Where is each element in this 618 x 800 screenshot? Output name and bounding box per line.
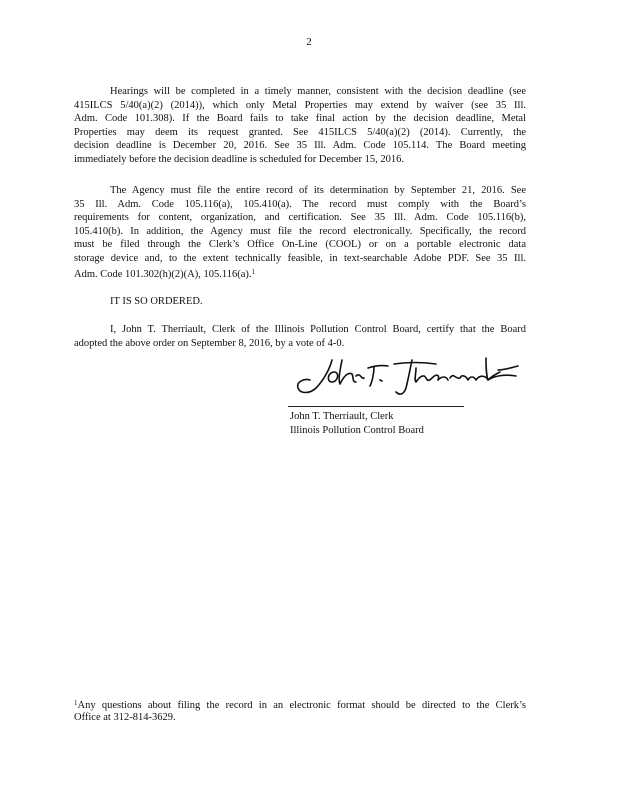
signature-line [288, 406, 464, 407]
text-line: Hearings will be completed in a timely manner, consistent with the decision deadline (see [110, 86, 526, 97]
text-line: adopted the above order on September 8, 2016, by a vote of 4-0. [74, 337, 345, 349]
footnote-reference: 1 [251, 267, 255, 276]
text-line: 35 Ill. Adm. Code 105.116(a), 105.410(a). The record must comply with the Board’s [74, 198, 526, 210]
text-line: must be filed through the Clerk’s Office On-Line (COOL) or on a portable electronic data [74, 239, 526, 251]
text-line: Adm. Code 101.308). If the Board fails to take final action by the decision deadline, Metal [74, 113, 526, 125]
page-number: 2 [306, 36, 312, 48]
certification-paragraph [74, 323, 526, 350]
text-line-content: Adm. Code 101.302(h)(2)(A), 105.116(a). [74, 268, 252, 280]
signer-organization: Illinois Pollution Control Board [290, 425, 424, 436]
text-line: The Agency must file the entire record of its determination by September 21, 2016. See [110, 185, 526, 196]
footnote-line: Office at 312-814-3629. [74, 711, 176, 723]
text-line: 105.410(b). In addition, the Agency must file the record electronically. Specifically, the record [74, 225, 526, 237]
text-line: decision deadline is December 20, 2016. See 35 Ill. Adm. Code 105.114. The Board meeting [74, 140, 526, 152]
text-line: requirements for content, organization, and certification. See 35 Ill. Adm. Code 105.116(b), [74, 212, 526, 224]
signature-image [290, 350, 530, 406]
text-line: 415ILCS 5/40(a)(2) (2014)), which only Metal Properties may extend by waiver (see 35 Ill. [74, 99, 526, 111]
so-ordered: IT IS SO ORDERED. [110, 296, 203, 307]
text-line: Properties may deem its request granted. See 415ILCS 5/40(a)(2) (2014). Currently, the [74, 126, 526, 138]
signer-name-title: John T. Therriault, Clerk [290, 411, 394, 422]
signer-block [290, 410, 424, 438]
footnote [74, 697, 526, 724]
text-line: storage device and, to the extent technically feasible, in text-searchable Adobe PDF. See 35 Ill. [74, 252, 526, 264]
footnote-text: Any questions about filing the record in an electronic format should be directed to the Clerk’s [77, 700, 526, 711]
text-line: immediately before the decision deadline is scheduled for December 15, 2016. [74, 153, 405, 165]
paragraph-hearings [74, 85, 526, 167]
footnote-marker: 1 [74, 699, 78, 707]
paragraph-record [74, 184, 526, 279]
text-line: I, John T. Therriault, Clerk of the Illinois Pollution Control Board, certify that the Board [110, 324, 526, 335]
text-line [74, 266, 526, 280]
footnote-line [74, 697, 526, 711]
